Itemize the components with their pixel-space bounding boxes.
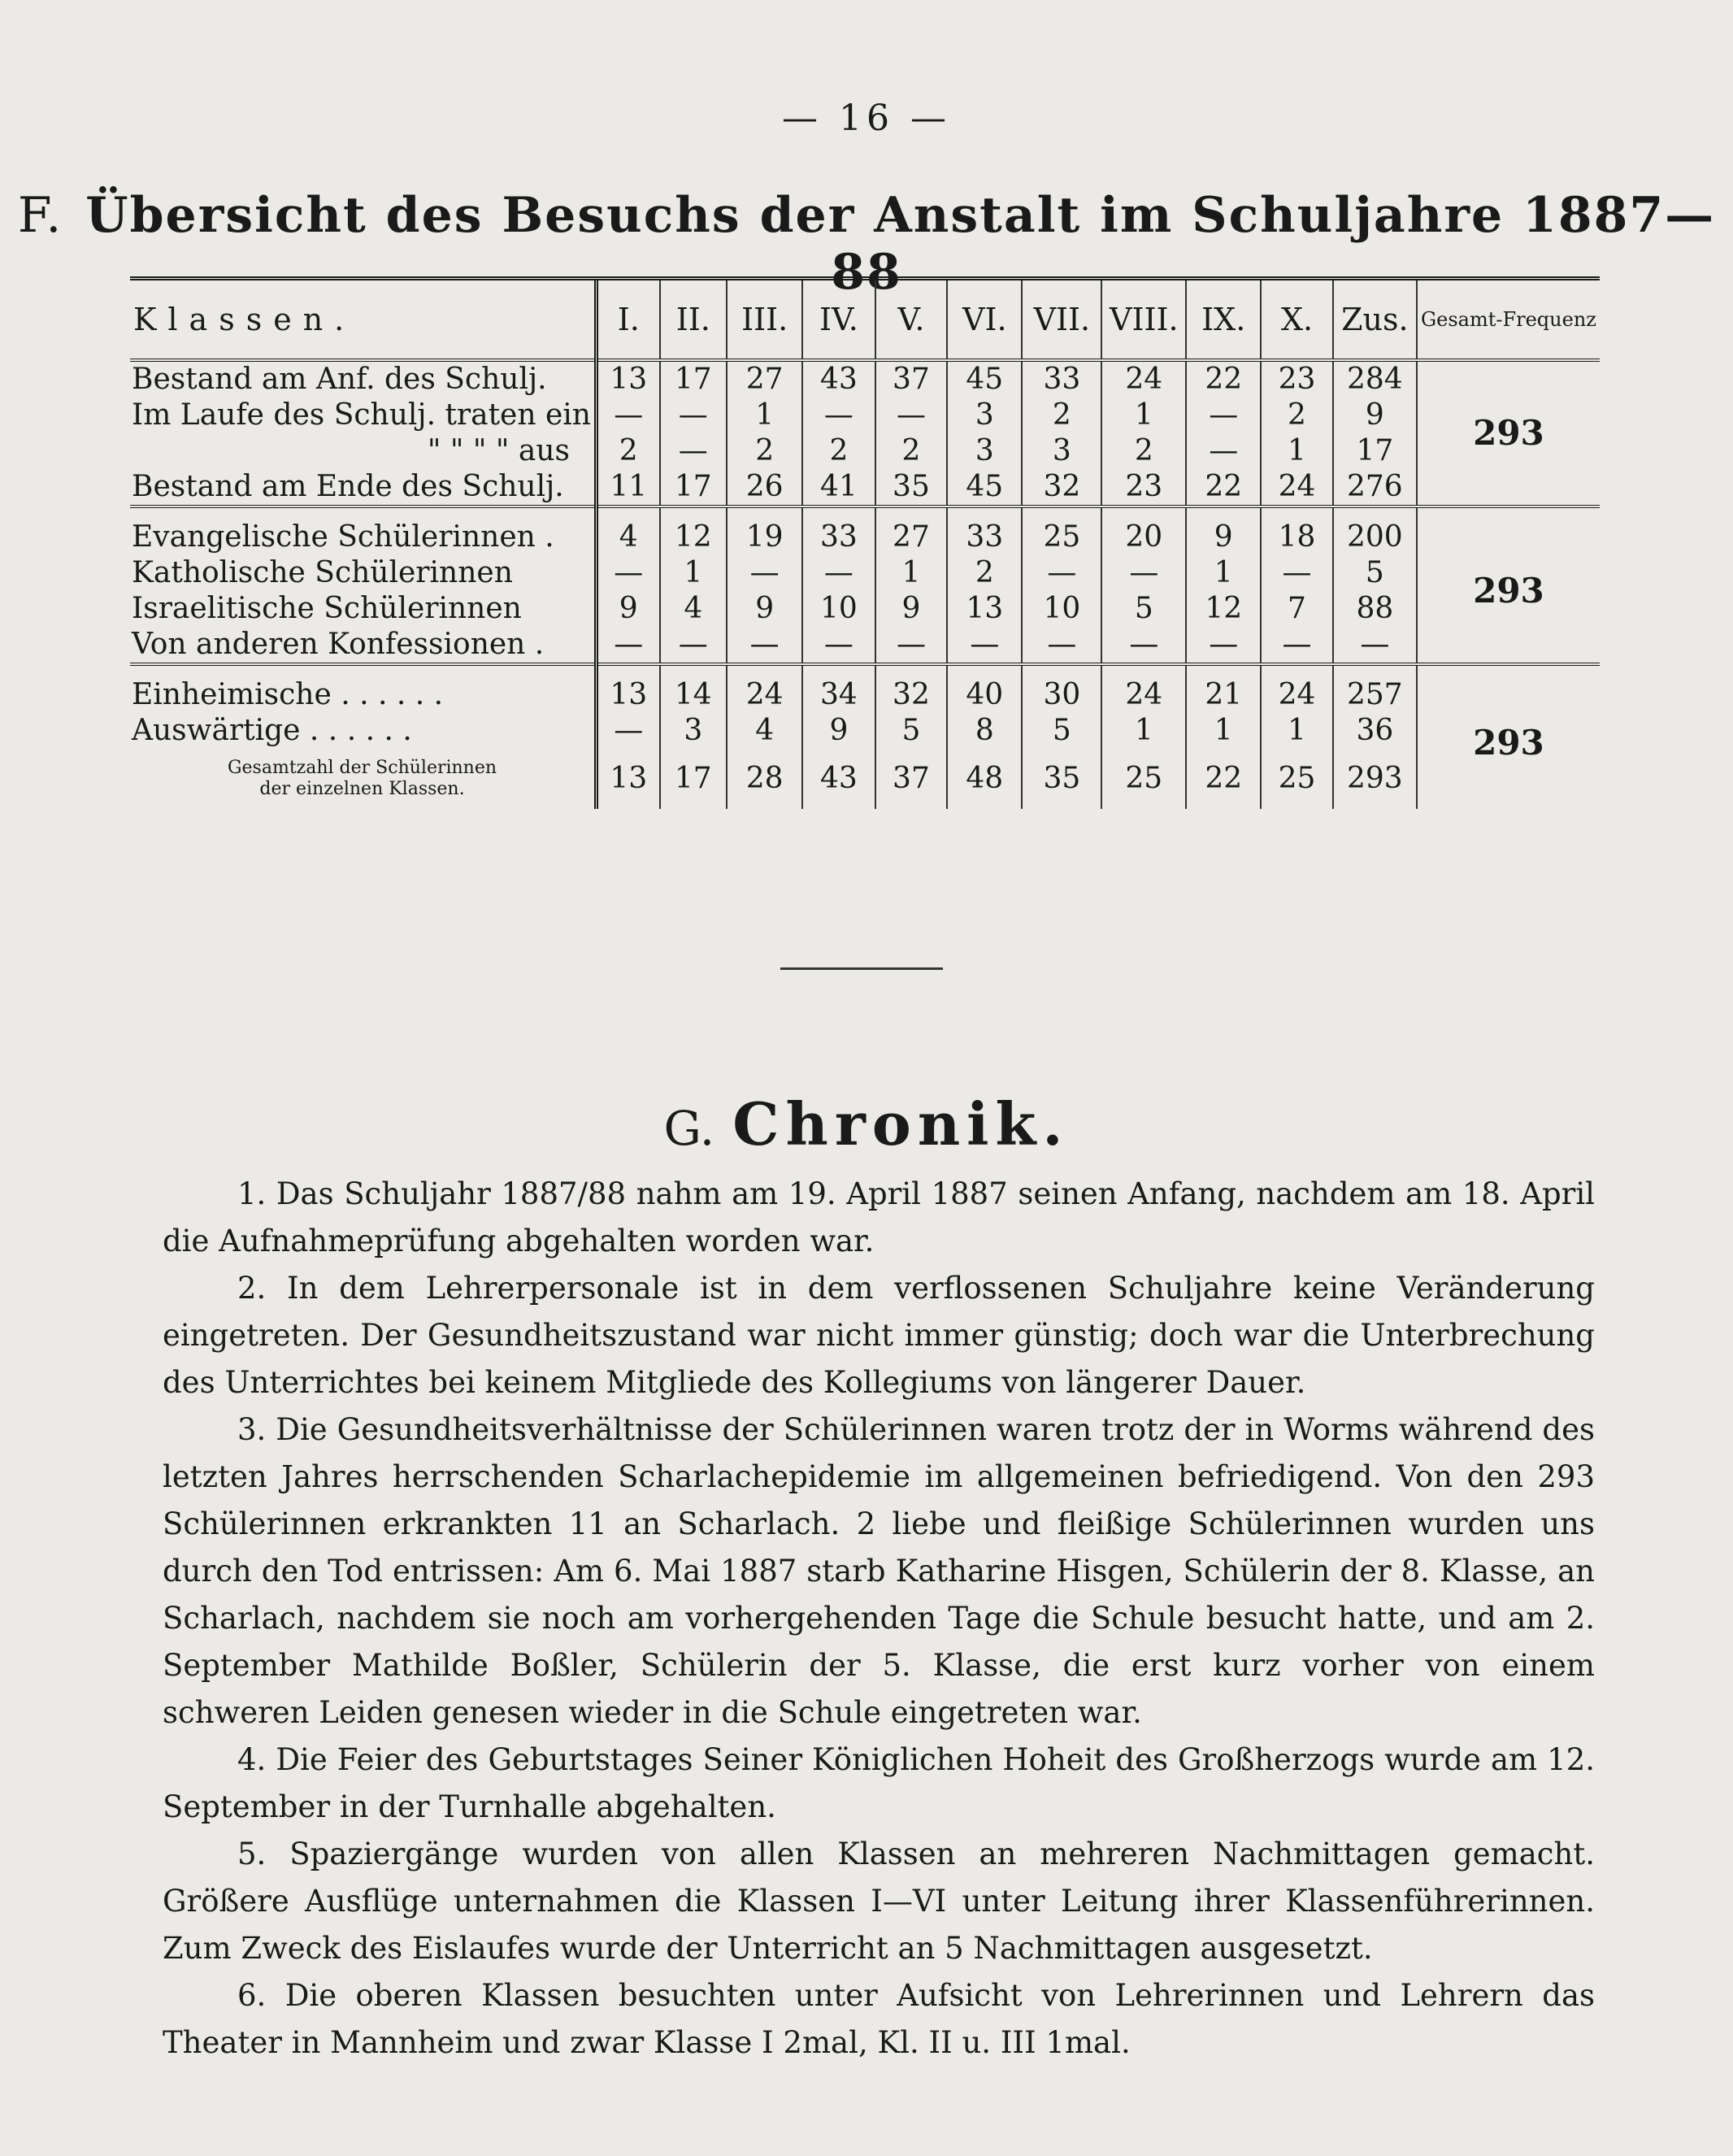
cell: — [1333, 627, 1417, 664]
row-label: Evangelische Schülerinnen . [132, 520, 554, 554]
cell: — [802, 398, 875, 433]
cell: 2 [947, 555, 1022, 591]
cell: 2 [597, 433, 660, 469]
cell: — [875, 398, 948, 433]
cell: 22 [1186, 360, 1261, 398]
header-col: I. [597, 279, 660, 361]
cell: 41 [802, 469, 875, 506]
cell: 17 [1333, 433, 1417, 469]
cell: 34 [802, 677, 875, 713]
cell: 1 [1186, 555, 1261, 591]
cell: 18 [1261, 519, 1333, 555]
cell: 14 [660, 677, 728, 713]
cell: 37 [875, 749, 948, 809]
cell: 45 [947, 469, 1022, 506]
cell: 293 [1333, 749, 1417, 809]
attendance-table [130, 276, 1600, 809]
table-header-row [130, 279, 1600, 361]
header-col: VI. [947, 279, 1022, 361]
cell: — [660, 627, 728, 664]
chronicle-paragraph: 3. Die Gesundheitsverhältnisse der Schülerinnen waren trotz der in Worms während des letzten Jahres herrschenden Scharlachepidemie im allgemeinen befriedigend. Von den 293 Schülerinnen erkrankten 11 an Scharlach. 2 liebe und fleißige Schülerinnen wurden uns durch den Tod entrissen: Am 6. Mai 1887 starb Katharine Hisgen, Schülerin der 8. Klasse, an Scharlach, nachdem sie noch am vorhergehenden Tage die Schule besucht hatte, und am 2. September Mathilde Boßler, Schülerin der 5. Klasse, die erst kurz vorher von einem schweren Leiden genesen wieder in die Schule eingetreten war. [163, 1412, 1595, 1730]
cell: 284 [1333, 360, 1417, 398]
cell: 3 [947, 398, 1022, 433]
header-col: X. [1261, 279, 1333, 361]
table-row [130, 398, 1600, 433]
cell: 32 [1022, 469, 1101, 506]
cell: 2 [1101, 433, 1186, 469]
cell: 5 [1022, 713, 1101, 749]
cell: 1 [660, 555, 728, 591]
cell: 24 [1261, 469, 1333, 506]
cell: 24 [727, 677, 802, 713]
cell: 40 [947, 677, 1022, 713]
table-row [130, 469, 1600, 506]
cell: — [1101, 555, 1186, 591]
cell: 45 [947, 360, 1022, 398]
cell: 9 [1333, 398, 1417, 433]
cell: 32 [875, 677, 948, 713]
cell: — [727, 555, 802, 591]
table-row [130, 555, 1600, 591]
row-label: Von anderen Konfessionen . [130, 627, 597, 664]
cell: 26 [727, 469, 802, 506]
header-col: VIII. [1101, 279, 1186, 361]
cell: 3 [1022, 433, 1101, 469]
cell: 25 [1022, 519, 1101, 555]
table-row [130, 433, 1600, 469]
cell: — [1261, 627, 1333, 664]
cell: 1 [1101, 713, 1186, 749]
row-label: Katholische Schülerinnen [132, 556, 513, 589]
cell: — [1186, 627, 1261, 664]
header-col: II. [660, 279, 728, 361]
cell: 9 [802, 713, 875, 749]
cell: 24 [1101, 360, 1186, 398]
cell: 33 [947, 519, 1022, 555]
cell: 27 [875, 519, 948, 555]
cell: — [1186, 433, 1261, 469]
table-row [130, 749, 1600, 809]
page-number: — 16 — [782, 98, 951, 139]
table-spacer [130, 664, 1600, 677]
table-row [130, 627, 1600, 664]
cell: 7 [1261, 591, 1333, 627]
chronicle-body [163, 1171, 1595, 2067]
table-row [130, 591, 1600, 627]
chronicle-paragraph: 5. Spaziergänge wurden von allen Klassen an mehreren Nachmittagen gemacht. Größere Ausflüge unternahmen die Klassen I—VI unter Leitung ihrer Klassenführerinnen. Zum Zweck des Eislaufes wurde der Unterricht an 5 Nachmittagen ausgesetzt. [163, 1837, 1595, 1966]
chronicle-paragraph: 2. In dem Lehrerpersonale ist in dem verflossenen Schuljahre keine Veränderung eingetreten. Der Gesundheitszustand war nicht immer günstig; doch war die Unterbrechung des Unterrichtes bei keinem Mitgliede des Kollegiums von längerer Dauer. [163, 1271, 1595, 1400]
group1-total: 293 [1417, 360, 1600, 506]
chronicle-paragraph: 6. Die oberen Klassen besuchten unter Aufsicht von Lehrerinnen und Lehrern das Theater in Mannheim und zwar Klasse I 2mal, Kl. II u. III 1mal. [163, 1978, 1595, 2060]
cell: 4 [727, 713, 802, 749]
cell: — [597, 713, 660, 749]
cell: — [1186, 398, 1261, 433]
cell: 1 [875, 555, 948, 591]
cell: 2 [875, 433, 948, 469]
cell: — [802, 555, 875, 591]
header-col: V. [875, 279, 948, 361]
header-col: IX. [1186, 279, 1261, 361]
cell: 10 [802, 591, 875, 627]
cell: — [1261, 555, 1333, 591]
cell: 22 [1186, 469, 1261, 506]
cell: 4 [597, 519, 660, 555]
cell: 19 [727, 519, 802, 555]
cell: 43 [802, 360, 875, 398]
cell: 13 [597, 360, 660, 398]
row-label: Bestand am Ende des Schulj. [130, 469, 597, 506]
cell: — [597, 555, 660, 591]
cell: — [727, 627, 802, 664]
cell: 27 [727, 360, 802, 398]
group3-total: 293 [1417, 677, 1600, 809]
cell: 12 [1186, 591, 1261, 627]
cell: 1 [1101, 398, 1186, 433]
cell: 28 [727, 749, 802, 809]
cell: 24 [1261, 677, 1333, 713]
cell: 13 [597, 749, 660, 809]
header-classes: Klassen. [130, 279, 597, 361]
cell: 8 [947, 713, 1022, 749]
cell: 10 [1022, 591, 1101, 627]
cell: 257 [1333, 677, 1417, 713]
table-row [130, 360, 1600, 398]
cell: 9 [597, 591, 660, 627]
table-spacer [130, 506, 1600, 519]
cell: 48 [947, 749, 1022, 809]
cell: — [1101, 627, 1186, 664]
row-label: Gesamtzahl der Schülerinnen der einzelnen Klassen. [227, 758, 497, 799]
cell: — [875, 627, 948, 664]
cell: — [947, 627, 1022, 664]
cell: 12 [660, 519, 728, 555]
table-row [130, 519, 1600, 555]
cell: 2 [727, 433, 802, 469]
cell: 2 [802, 433, 875, 469]
row-label: " " " " aus [427, 434, 570, 467]
header-col: IV. [802, 279, 875, 361]
group2-total: 293 [1417, 519, 1600, 664]
cell: 23 [1261, 360, 1333, 398]
cell: 4 [660, 591, 728, 627]
chronicle-paragraph: 1. Das Schuljahr 1887/88 nahm am 19. April 1887 seinen Anfang, nachdem am 18. April die Aufnahmeprüfung abgehalten worden war. [163, 1176, 1595, 1258]
cell: 20 [1101, 519, 1186, 555]
cell: 9 [1186, 519, 1261, 555]
section-g-heading [0, 1089, 1733, 1158]
cell: 1 [1186, 713, 1261, 749]
cell: 17 [660, 360, 728, 398]
cell: — [802, 627, 875, 664]
cell: 276 [1333, 469, 1417, 506]
row-label: Bestand am Anf. des Schulj. [132, 363, 547, 396]
cell: — [597, 398, 660, 433]
cell: 25 [1261, 749, 1333, 809]
cell: 1 [1261, 433, 1333, 469]
cell: — [597, 627, 660, 664]
section-divider [780, 967, 943, 970]
cell: 200 [1333, 519, 1417, 555]
cell: 33 [802, 519, 875, 555]
cell: 1 [1261, 713, 1333, 749]
cell: 88 [1333, 591, 1417, 627]
cell: 24 [1101, 677, 1186, 713]
cell: 35 [875, 469, 948, 506]
cell: 21 [1186, 677, 1261, 713]
cell: 37 [875, 360, 948, 398]
cell: 5 [1333, 555, 1417, 591]
cell: — [1022, 627, 1101, 664]
cell: 11 [597, 469, 660, 506]
section-g-letter: G. [663, 1101, 715, 1156]
cell: 30 [1022, 677, 1101, 713]
cell: 5 [1101, 591, 1186, 627]
cell: 9 [875, 591, 948, 627]
header-col: Zus. [1333, 279, 1417, 361]
cell: 17 [660, 469, 728, 506]
header-col: VII. [1022, 279, 1101, 361]
cell: 33 [1022, 360, 1101, 398]
cell: 43 [802, 749, 875, 809]
row-label: Einheimische . . . . . . [132, 678, 444, 711]
cell: 3 [947, 433, 1022, 469]
cell: — [660, 433, 728, 469]
cell: 13 [947, 591, 1022, 627]
table-row [130, 677, 1600, 713]
cell: 35 [1022, 749, 1101, 809]
row-label: Israelitische Schülerinnen [132, 592, 522, 625]
cell: 36 [1333, 713, 1417, 749]
cell: 2 [1261, 398, 1333, 433]
cell: 22 [1186, 749, 1261, 809]
cell: 13 [597, 677, 660, 713]
cell: 2 [1022, 398, 1101, 433]
chronicle-paragraph: 4. Die Feier des Geburtstages Seiner Königlichen Hoheit des Großherzogs wurde am 12. September in der Turnhalle abgehalten. [163, 1742, 1595, 1824]
section-f-letter: F. [17, 187, 63, 244]
cell: 5 [875, 713, 948, 749]
cell: 25 [1101, 749, 1186, 809]
header-col: III. [727, 279, 802, 361]
cell: — [660, 398, 728, 433]
header-total-frequency: Gesamt-Frequenz [1417, 279, 1600, 361]
cell: 1 [727, 398, 802, 433]
cell: 3 [660, 713, 728, 749]
section-f-title: Übersicht des Besuchs der Anstalt im Schuljahre 1887—88 [85, 187, 1716, 301]
cell: 9 [727, 591, 802, 627]
cell: 23 [1101, 469, 1186, 506]
table-row [130, 713, 1600, 749]
cell: — [1022, 555, 1101, 591]
row-label: Auswärtige . . . . . . [132, 714, 412, 747]
row-label: Im Laufe des Schulj. traten ein [132, 398, 591, 432]
cell: 17 [660, 749, 728, 809]
section-g-title: Chronik. [732, 1089, 1070, 1158]
